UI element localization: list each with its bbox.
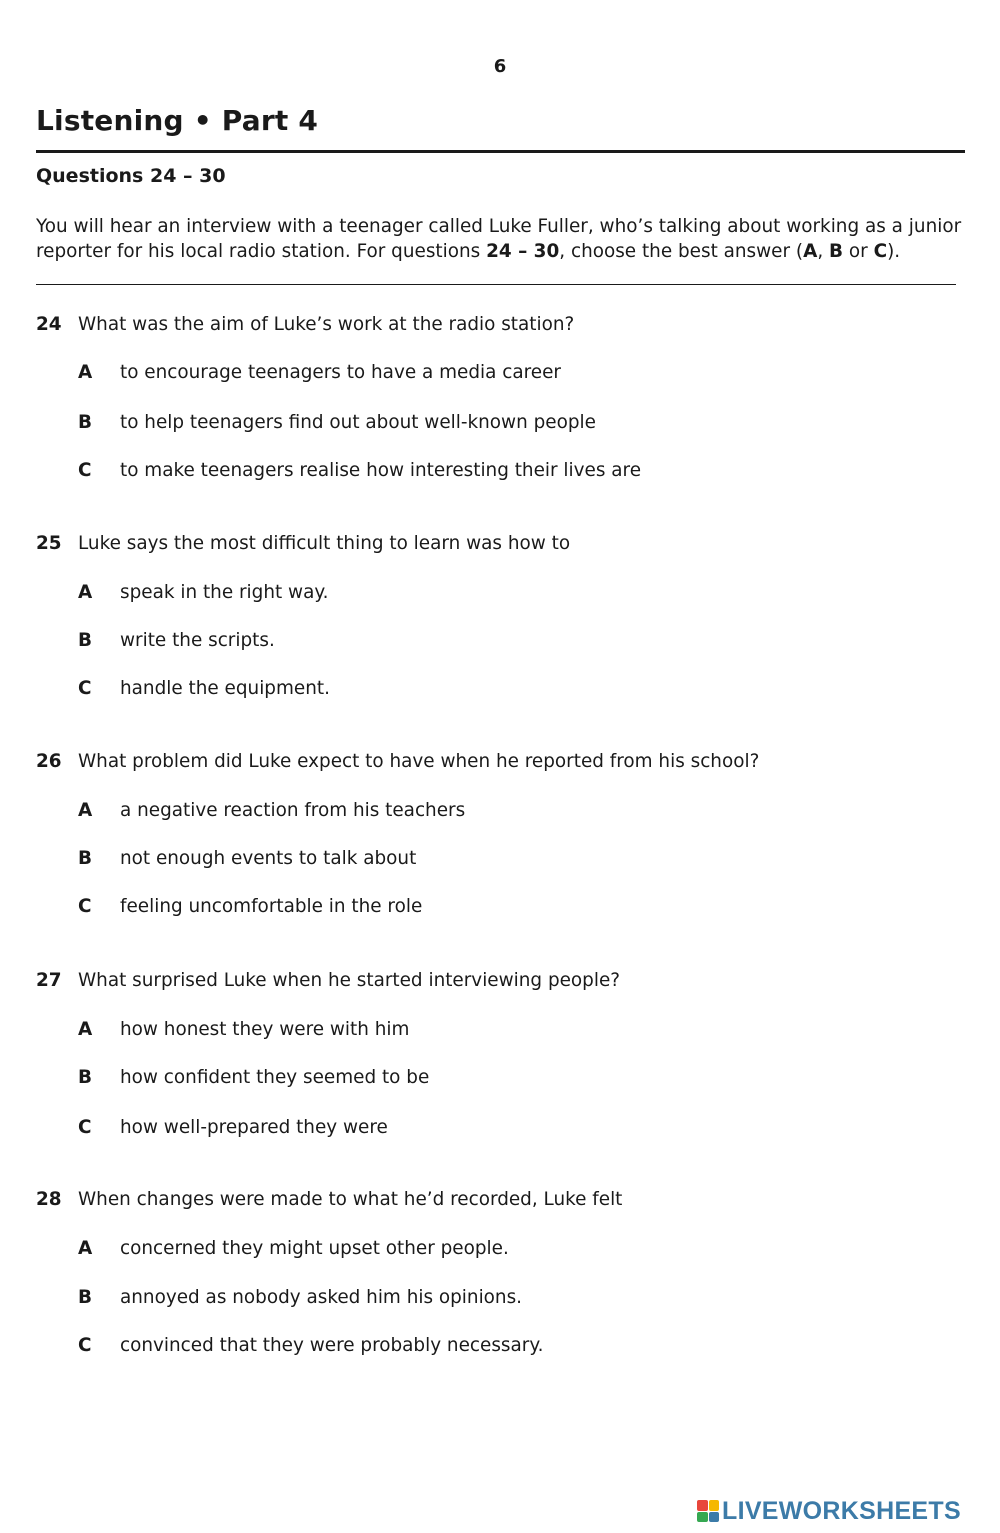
logo-square-red bbox=[697, 1500, 708, 1511]
logo-square-yellow bbox=[709, 1500, 720, 1511]
question-number: 28 bbox=[36, 1189, 62, 1210]
question-text: Luke says the most difficult thing to learn was how to bbox=[78, 533, 571, 554]
option-text: annoyed as nobody asked him his opinions. bbox=[120, 1287, 523, 1308]
question-text: When changes were made to what he’d recorded, Luke felt bbox=[78, 1189, 623, 1210]
question-27 bbox=[36, 968, 966, 1138]
option-text: not enough events to talk about bbox=[120, 848, 417, 869]
option-text: feeling uncomfortable in the role bbox=[120, 896, 423, 917]
liveworksheets-logo bbox=[697, 1497, 961, 1525]
option-letter: B bbox=[78, 630, 93, 651]
option-b[interactable] bbox=[78, 846, 416, 872]
page-number: 6 bbox=[493, 56, 507, 77]
option-letter: B bbox=[78, 412, 93, 433]
option-a[interactable] bbox=[78, 580, 328, 606]
option-letter: C bbox=[78, 460, 92, 481]
option-letter: B bbox=[78, 1067, 93, 1088]
option-letter: A bbox=[78, 362, 93, 383]
option-text: convinced that they were probably necessary. bbox=[120, 1335, 544, 1356]
option-c[interactable] bbox=[78, 894, 422, 920]
option-text: handle the equipment. bbox=[120, 678, 330, 699]
instructions-range: 24 – 30 bbox=[486, 241, 560, 262]
option-letter: A bbox=[78, 1238, 93, 1259]
option-text: to make teenagers realise how interesting their lives are bbox=[120, 460, 642, 481]
option-letter: C bbox=[78, 1335, 92, 1356]
question-number: 25 bbox=[36, 533, 62, 554]
option-letter: B bbox=[78, 1287, 93, 1308]
question-stem bbox=[36, 312, 966, 338]
liveworksheets-logo-text: LIVEWORKSHEETS bbox=[722, 1496, 961, 1525]
question-text: What was the aim of Luke’s work at the radio station? bbox=[78, 314, 575, 335]
option-a[interactable] bbox=[78, 1236, 509, 1262]
instructions-text: , choose the best answer ( bbox=[559, 241, 804, 262]
option-b[interactable] bbox=[78, 410, 596, 436]
question-25 bbox=[36, 531, 966, 699]
question-24 bbox=[36, 312, 966, 481]
question-stem bbox=[36, 531, 966, 557]
question-28 bbox=[36, 1187, 966, 1356]
option-letter: A bbox=[78, 1019, 93, 1040]
option-a[interactable] bbox=[78, 798, 465, 824]
instructions-paragraph bbox=[36, 214, 966, 264]
logo-square-green bbox=[697, 1512, 708, 1523]
instructions-text: ). bbox=[887, 241, 901, 262]
option-b[interactable] bbox=[78, 1285, 522, 1311]
questions-range-heading: Questions 24 – 30 bbox=[36, 165, 226, 187]
title-divider bbox=[36, 150, 965, 153]
option-text: how confident they seemed to be bbox=[120, 1067, 430, 1088]
instructions-letter-b: B bbox=[829, 241, 844, 262]
option-letter: A bbox=[78, 800, 93, 821]
instructions-letter-a: A bbox=[803, 241, 818, 262]
instructions-text: or bbox=[843, 241, 874, 262]
option-letter: C bbox=[78, 1117, 92, 1138]
question-text: What problem did Luke expect to have when he reported from his school? bbox=[78, 751, 760, 772]
option-a[interactable] bbox=[78, 360, 561, 386]
question-stem bbox=[36, 749, 966, 775]
option-text: to encourage teenagers to have a media career bbox=[120, 362, 561, 383]
instructions-text: , bbox=[817, 241, 830, 262]
liveworksheets-logo-icon bbox=[697, 1500, 719, 1522]
option-letter: C bbox=[78, 678, 92, 699]
option-b[interactable] bbox=[78, 1065, 429, 1091]
option-text: how honest they were with him bbox=[120, 1019, 410, 1040]
option-b[interactable] bbox=[78, 628, 275, 654]
option-text: concerned they might upset other people. bbox=[120, 1238, 509, 1259]
option-text: speak in the right way. bbox=[120, 582, 329, 603]
option-text: how well-prepared they were bbox=[120, 1117, 388, 1138]
instructions-divider bbox=[36, 284, 956, 285]
option-letter: A bbox=[78, 582, 93, 603]
option-c[interactable] bbox=[78, 676, 330, 702]
question-number: 24 bbox=[36, 314, 62, 335]
option-text: to help teenagers find out about well-known people bbox=[120, 412, 596, 433]
option-letter: B bbox=[78, 848, 93, 869]
question-stem bbox=[36, 968, 966, 994]
option-text: write the scripts. bbox=[120, 630, 275, 651]
question-26 bbox=[36, 749, 966, 917]
question-text: What surprised Luke when he started interviewing people? bbox=[78, 970, 621, 991]
option-letter: C bbox=[78, 896, 92, 917]
option-c[interactable] bbox=[78, 458, 641, 484]
page-title: Listening • Part 4 bbox=[36, 104, 319, 137]
option-text: a negative reaction from his teachers bbox=[120, 800, 466, 821]
logo-square-blue bbox=[709, 1512, 720, 1523]
option-a[interactable] bbox=[78, 1017, 409, 1043]
question-stem bbox=[36, 1187, 966, 1213]
instructions-letter-c: C bbox=[873, 241, 888, 262]
instructions-text: You will hear an interview with a teenager called Luke Fuller, who’s talking about working as a junior reporter for his local radio station. For questions bbox=[36, 216, 962, 262]
question-number: 27 bbox=[36, 970, 62, 991]
option-c[interactable] bbox=[78, 1115, 388, 1141]
question-number: 26 bbox=[36, 751, 62, 772]
option-c[interactable] bbox=[78, 1333, 543, 1359]
